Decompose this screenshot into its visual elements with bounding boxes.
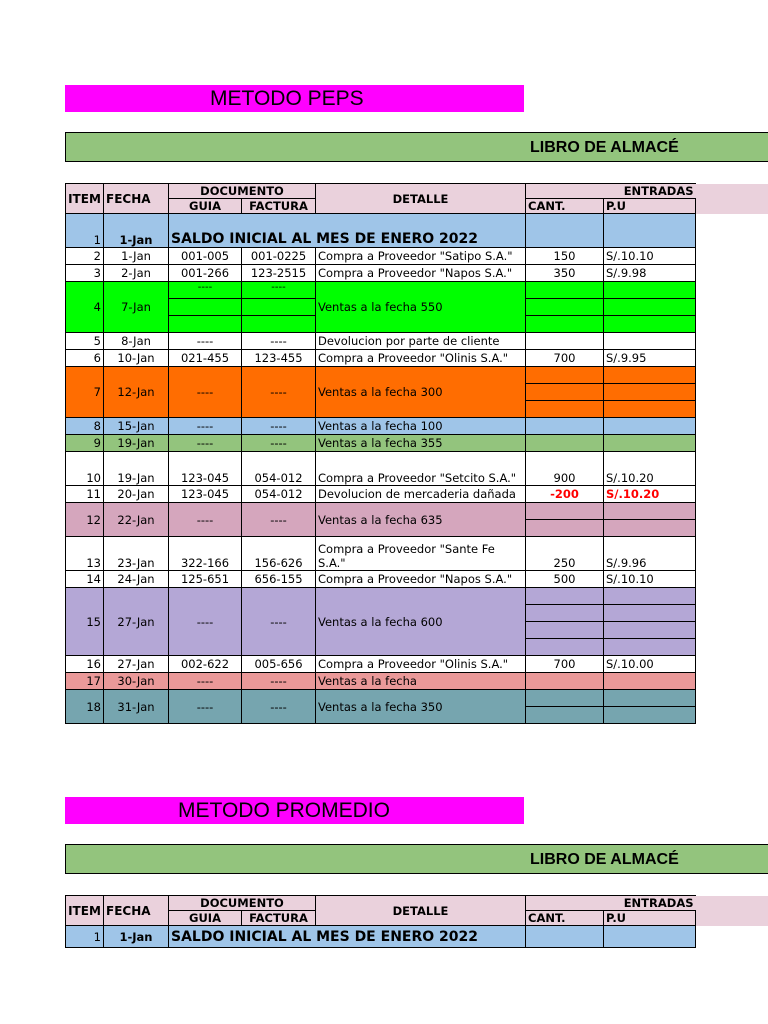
header-documento: DOCUMENTO	[169, 184, 316, 199]
header-entradas: ENTRADAS	[526, 184, 696, 199]
header-detalle: DETALLE	[316, 896, 526, 926]
table-row: 10 19-Jan 123-045 054-012 Compra a Proveedor "Setcito S.A." 900 S/.10.20	[66, 452, 696, 486]
header-fecha: FECHA	[104, 896, 169, 926]
header-cant: CANT.	[526, 199, 604, 214]
promedio-libro-bar	[65, 844, 768, 874]
promedio-table	[65, 895, 696, 948]
header-item: ITEM	[66, 896, 104, 926]
header-guia: GUIA	[169, 199, 242, 214]
header-item: ITEM	[66, 184, 104, 214]
table-row: 6 10-Jan 021-455 123-455 Compra a Proveedor "Olinis S.A." 700 S/.9.95	[66, 350, 696, 367]
header-detalle: DETALLE	[316, 184, 526, 214]
table-row: 9 19-Jan ---- ---- Ventas a la fecha 355	[66, 435, 696, 452]
peps-title-banner	[65, 85, 524, 112]
table-row: 5 8-Jan ---- ---- Devolucion por parte de cliente	[66, 333, 696, 350]
table-row: 1 1-Jan SALDO INICIAL AL MES DE ENERO 2022	[66, 926, 696, 948]
header-entradas: ENTRADAS	[526, 896, 696, 911]
table-row: 15 27-Jan ---- ---- Ventas a la fecha 600	[66, 588, 696, 605]
header-fecha: FECHA	[104, 184, 169, 214]
table-row: 14 24-Jan 125-651 656-155 Compra a Proveedor "Napos S.A." 500 S/.10.10	[66, 571, 696, 588]
peps-entradas-strip	[695, 184, 768, 214]
header-guia: GUIA	[169, 911, 242, 926]
promedio-title-banner	[65, 797, 524, 824]
header-factura: FACTURA	[242, 911, 316, 926]
header-factura: FACTURA	[242, 199, 316, 214]
promedio-libro-title: LIBRO DE ALMACÉ	[530, 851, 679, 868]
table-row: 16 27-Jan 002-622 005-656 Compra a Proveedor "Olinis S.A." 700 S/.10.00	[66, 656, 696, 673]
table-row: 13 23-Jan 322-166 156-626 Compra a Proveedor "Sante Fe S.A." 250 S/.9.96	[66, 537, 696, 571]
table-row: 17 30-Jan ---- ---- Ventas a la fecha	[66, 673, 696, 690]
table-row: 3 2-Jan 001-266 123-2515 Compra a Proveedor "Napos S.A." 350 S/.9.98	[66, 265, 696, 282]
table-row: 8 15-Jan ---- ---- Ventas a la fecha 100	[66, 418, 696, 435]
table-row: 4 7-Jan ---- ---- Ventas a la fecha 550	[66, 282, 696, 299]
promedio-entradas-strip	[695, 896, 768, 926]
table-row: 12 22-Jan ---- ---- Ventas a la fecha 635	[66, 503, 696, 520]
header-pu: P.U	[604, 911, 696, 926]
table-row: 2 1-Jan 001-005 001-0225 Compra a Proveedor "Satipo S.A." 150 S/.10.10	[66, 248, 696, 265]
table-row: 1 1-Jan SALDO INICIAL AL MES DE ENERO 2022	[66, 214, 696, 248]
promedio-title: METODO PROMEDIO	[178, 798, 390, 822]
table-row: 18 31-Jan ---- ---- Ventas a la fecha 350	[66, 690, 696, 707]
header-pu: P.U	[604, 199, 696, 214]
peps-title: METODO PEPS	[210, 86, 364, 110]
table-row: 7 12-Jan ---- ---- Ventas a la fecha 300	[66, 367, 696, 384]
peps-libro-bar	[65, 132, 768, 162]
header-documento: DOCUMENTO	[169, 896, 316, 911]
table-row: 11 20-Jan 123-045 054-012 Devolucion de mercaderia dañada -200 S/.10.20	[66, 486, 696, 503]
header-cant: CANT.	[526, 911, 604, 926]
peps-libro-title: LIBRO DE ALMACÉ	[530, 139, 679, 156]
peps-table	[65, 183, 696, 724]
